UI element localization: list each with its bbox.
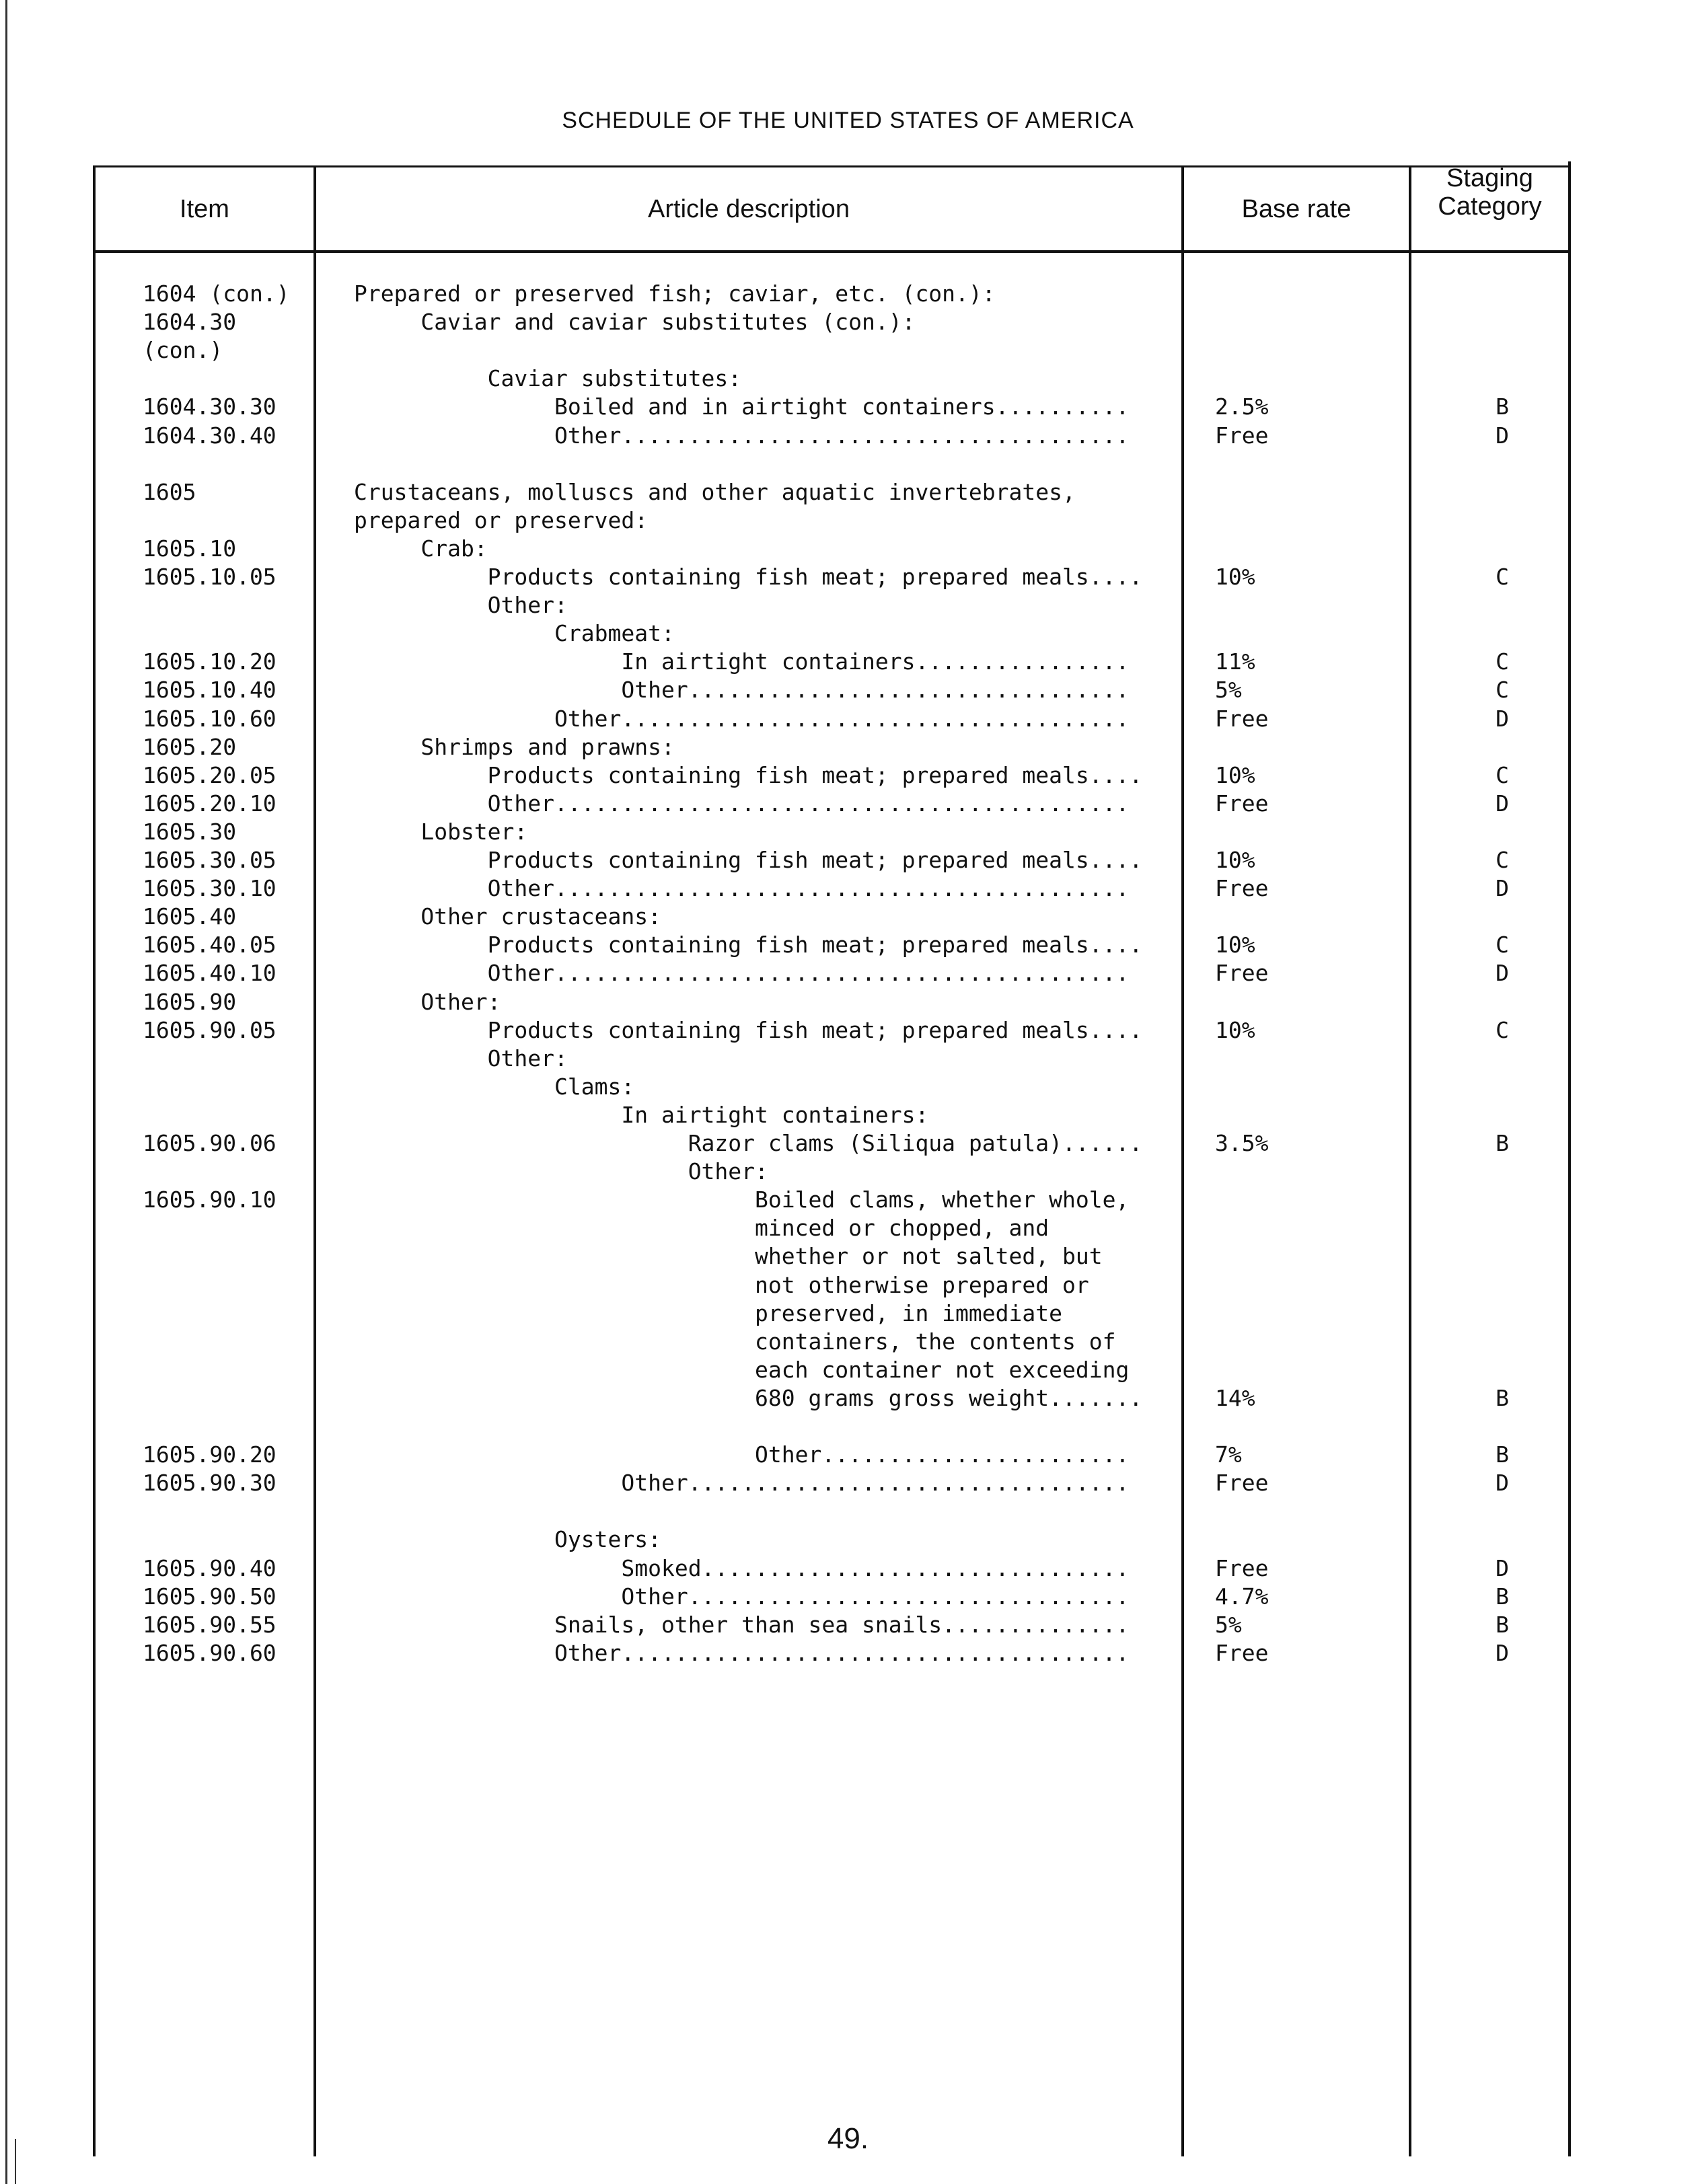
header-base-rate: Base rate [1241, 195, 1352, 223]
staging-category-cell: C [1496, 648, 1509, 675]
staging-category-cell: B [1496, 1441, 1509, 1468]
item-cell: 1605.30 [143, 819, 237, 845]
staging-category-cell: D [1496, 1470, 1509, 1496]
description-cell: Other...................................... [354, 706, 1130, 732]
description-cell: Caviar and caviar substitutes (con.): [354, 309, 916, 335]
description-cell: Other crustaceans: [354, 903, 661, 930]
base-rate-cell: Free [1215, 422, 1269, 449]
item-cell: 1605.40.05 [143, 932, 276, 958]
header-staging-line1: Staging [1446, 164, 1533, 192]
item-cell: 1605.20 [143, 734, 237, 760]
description-cell: Products containing fish meat; prepared meals.... [354, 932, 1143, 958]
description-cell: not otherwise prepared or [354, 1272, 1089, 1298]
table-row [0, 705, 1696, 733]
base-rate-cell: Free [1215, 875, 1269, 901]
item-cell: 1605.30.05 [143, 847, 276, 873]
base-rate-cell: 4.7% [1215, 1583, 1269, 1610]
base-rate-cell: 10% [1215, 762, 1255, 788]
staging-category-cell: D [1496, 875, 1509, 901]
description-cell: Other........................................... [354, 960, 1130, 986]
table-row [0, 1611, 1696, 1639]
item-cell: 1604.30 [143, 309, 237, 335]
item-cell: 1605.40 [143, 903, 237, 930]
description-cell: each container not exceeding [354, 1357, 1130, 1383]
table-row [0, 1469, 1696, 1497]
item-cell: 1605.10.05 [143, 564, 276, 590]
table-row [0, 676, 1696, 704]
base-rate-cell: Free [1215, 790, 1269, 817]
item-cell: 1605.90.40 [143, 1555, 276, 1581]
table-row [0, 931, 1696, 959]
table-row [0, 1384, 1696, 1413]
description-cell: Other........................................... [354, 790, 1130, 817]
item-cell: 1605.20.10 [143, 790, 276, 817]
staging-category-cell: D [1496, 960, 1509, 986]
item-cell: 1605.10.60 [143, 706, 276, 732]
table-row [0, 506, 1696, 535]
staging-category-cell: B [1496, 1385, 1509, 1411]
staging-category-cell: B [1496, 1130, 1509, 1156]
base-rate-cell: 2.5% [1215, 393, 1269, 420]
description-cell: Razor clams (Siliqua patula)...... [354, 1130, 1143, 1156]
base-rate-cell: 10% [1215, 564, 1255, 590]
item-cell: 1605.90.05 [143, 1017, 276, 1043]
table-row [0, 1045, 1696, 1073]
staging-category-cell: D [1496, 422, 1509, 449]
description-cell: minced or chopped, and [354, 1215, 1049, 1241]
table-row [0, 308, 1696, 336]
description-cell: Boiled clams, whether whole, [354, 1187, 1130, 1213]
description-cell: Other................................. [354, 1583, 1130, 1610]
base-rate-cell: Free [1215, 960, 1269, 986]
staging-category-cell: B [1496, 1583, 1509, 1610]
description-cell: Other: [354, 1158, 768, 1184]
table-row [0, 1328, 1696, 1356]
table-row [0, 790, 1696, 818]
table-row [0, 1073, 1696, 1101]
staging-category-cell: C [1496, 847, 1509, 873]
description-cell: Other........................................... [354, 875, 1130, 901]
item-cell: 1605.10.20 [143, 648, 276, 675]
description-cell: Products containing fish meat; prepared meals.... [354, 564, 1143, 590]
table-row [0, 591, 1696, 619]
item-cell: 1605.10 [143, 535, 237, 562]
base-rate-cell: Free [1215, 706, 1269, 732]
item-cell: 1605.30.10 [143, 875, 276, 901]
table-row [0, 1300, 1696, 1328]
table-row [0, 1101, 1696, 1129]
description-cell: Other................................. [354, 1470, 1130, 1496]
description-cell: 680 grams gross weight....... [354, 1385, 1143, 1411]
staging-category-cell: C [1496, 564, 1509, 590]
table-row [0, 1639, 1696, 1667]
item-cell: (con.) [143, 337, 223, 363]
table-row [0, 450, 1696, 478]
header-description: Article description [648, 195, 850, 223]
item-cell: 1605.20.05 [143, 762, 276, 788]
item-cell: 1605.90.60 [143, 1640, 276, 1666]
item-cell: 1605.90.50 [143, 1583, 276, 1610]
staging-category-cell: D [1496, 706, 1509, 732]
base-rate-cell: 11% [1215, 648, 1255, 675]
item-cell: 1605.90.20 [143, 1441, 276, 1468]
item-cell: 1605.90 [143, 989, 237, 1015]
description-cell: Shrimps and prawns: [354, 734, 675, 760]
table-row [0, 903, 1696, 931]
description-cell: Snails, other than sea snails.............. [354, 1612, 1130, 1638]
description-cell: In airtight containers: [354, 1102, 929, 1128]
item-cell: 1604 (con.) [143, 280, 290, 307]
description-cell: Other...................................... [354, 1640, 1130, 1666]
base-rate-cell: 14% [1215, 1385, 1255, 1411]
description-cell: Other: [354, 989, 501, 1015]
table-row [0, 818, 1696, 846]
description-cell: Crustaceans, molluscs and other aquatic invertebrates, [354, 479, 1076, 505]
table-row [0, 1186, 1696, 1214]
description-cell: Clams: [354, 1074, 635, 1100]
header-item: Item [180, 195, 229, 223]
staging-category-cell: D [1496, 1640, 1509, 1666]
description-cell: Other: [354, 592, 568, 618]
table-row [0, 365, 1696, 393]
table-row [0, 1158, 1696, 1186]
base-rate-cell: 5% [1215, 1612, 1242, 1638]
item-cell: 1605.90.30 [143, 1470, 276, 1496]
table-row [0, 761, 1696, 790]
staging-category-cell: C [1496, 1017, 1509, 1043]
table-row [0, 563, 1696, 591]
table-row [0, 1214, 1696, 1242]
page-number: 49. [827, 2122, 869, 2155]
table-row [0, 1583, 1696, 1611]
base-rate-cell: Free [1215, 1470, 1269, 1496]
table-row [0, 336, 1696, 365]
description-cell: Caviar substitutes: [354, 365, 742, 391]
table-row [0, 1271, 1696, 1300]
description-cell: whether or not salted, but [354, 1243, 1103, 1269]
item-cell: 1605.90.06 [143, 1130, 276, 1156]
base-rate-cell: Free [1215, 1640, 1269, 1666]
description-cell: prepared or preserved: [354, 507, 649, 533]
description-cell: Products containing fish meat; prepared meals.... [354, 1017, 1143, 1043]
description-cell: Products containing fish meat; prepared meals.... [354, 762, 1143, 788]
item-cell: 1605.90.55 [143, 1612, 276, 1638]
table-row [0, 478, 1696, 506]
table-row [0, 393, 1696, 421]
staging-category-cell: B [1496, 1612, 1509, 1638]
staging-category-cell: C [1496, 932, 1509, 958]
table-row [0, 733, 1696, 761]
base-rate-cell: 7% [1215, 1441, 1242, 1468]
item-cell: 1604.30.30 [143, 393, 276, 420]
table-row [0, 1242, 1696, 1271]
base-rate-cell: 5% [1215, 677, 1242, 703]
item-cell: 1605.40.10 [143, 960, 276, 986]
table-row [0, 1129, 1696, 1158]
table-row [0, 988, 1696, 1016]
table-row [0, 874, 1696, 903]
description-cell: preserved, in immediate [354, 1300, 1062, 1326]
table-row [0, 846, 1696, 874]
staging-category-cell: D [1496, 790, 1509, 817]
table-row [0, 619, 1696, 648]
page-title: SCHEDULE OF THE UNITED STATES OF AMERICA [562, 108, 1134, 133]
description-cell: Other................................. [354, 677, 1130, 703]
staging-category-cell: C [1496, 762, 1509, 788]
table-row [0, 1497, 1696, 1526]
base-rate-cell: 10% [1215, 847, 1255, 873]
base-rate-cell: 10% [1215, 1017, 1255, 1043]
item-cell: 1605 [143, 479, 196, 505]
item-cell: 1605.90.10 [143, 1187, 276, 1213]
item-cell: 1605.10.40 [143, 677, 276, 703]
table-row [0, 959, 1696, 987]
description-cell: Other....................... [354, 1441, 1130, 1468]
description-cell: Other: [354, 1045, 568, 1071]
table-row [0, 1413, 1696, 1441]
table-row [0, 1356, 1696, 1384]
description-cell: Oysters: [354, 1526, 661, 1552]
table-row [0, 1526, 1696, 1554]
staging-category-cell: C [1496, 677, 1509, 703]
base-rate-cell: 3.5% [1215, 1130, 1269, 1156]
description-cell: Crab: [354, 535, 488, 562]
table-row [0, 280, 1696, 308]
table-row [0, 535, 1696, 563]
staging-category-cell: D [1496, 1555, 1509, 1581]
description-cell: In airtight containers................ [354, 648, 1130, 675]
table-row [0, 1441, 1696, 1469]
description-cell: Lobster: [354, 819, 528, 845]
description-cell: Prepared or preserved fish; caviar, etc. (con.): [354, 280, 996, 307]
description-cell: Boiled and in airtight containers.......... [354, 393, 1130, 420]
base-rate-cell: Free [1215, 1555, 1269, 1581]
staging-category-cell: B [1496, 393, 1509, 420]
table-row [0, 1554, 1696, 1583]
item-cell: 1604.30.40 [143, 422, 276, 449]
base-rate-cell: 10% [1215, 932, 1255, 958]
table-row [0, 1016, 1696, 1045]
description-cell: Products containing fish meat; prepared meals.... [354, 847, 1143, 873]
table-row [0, 422, 1696, 450]
header-staging-line2: Category [1438, 192, 1542, 221]
description-cell: Crabmeat: [354, 620, 675, 646]
description-cell: Smoked................................ [354, 1555, 1130, 1581]
description-cell: Other...................................... [354, 422, 1130, 449]
description-cell: containers, the contents of [354, 1328, 1116, 1355]
table-row [0, 648, 1696, 676]
